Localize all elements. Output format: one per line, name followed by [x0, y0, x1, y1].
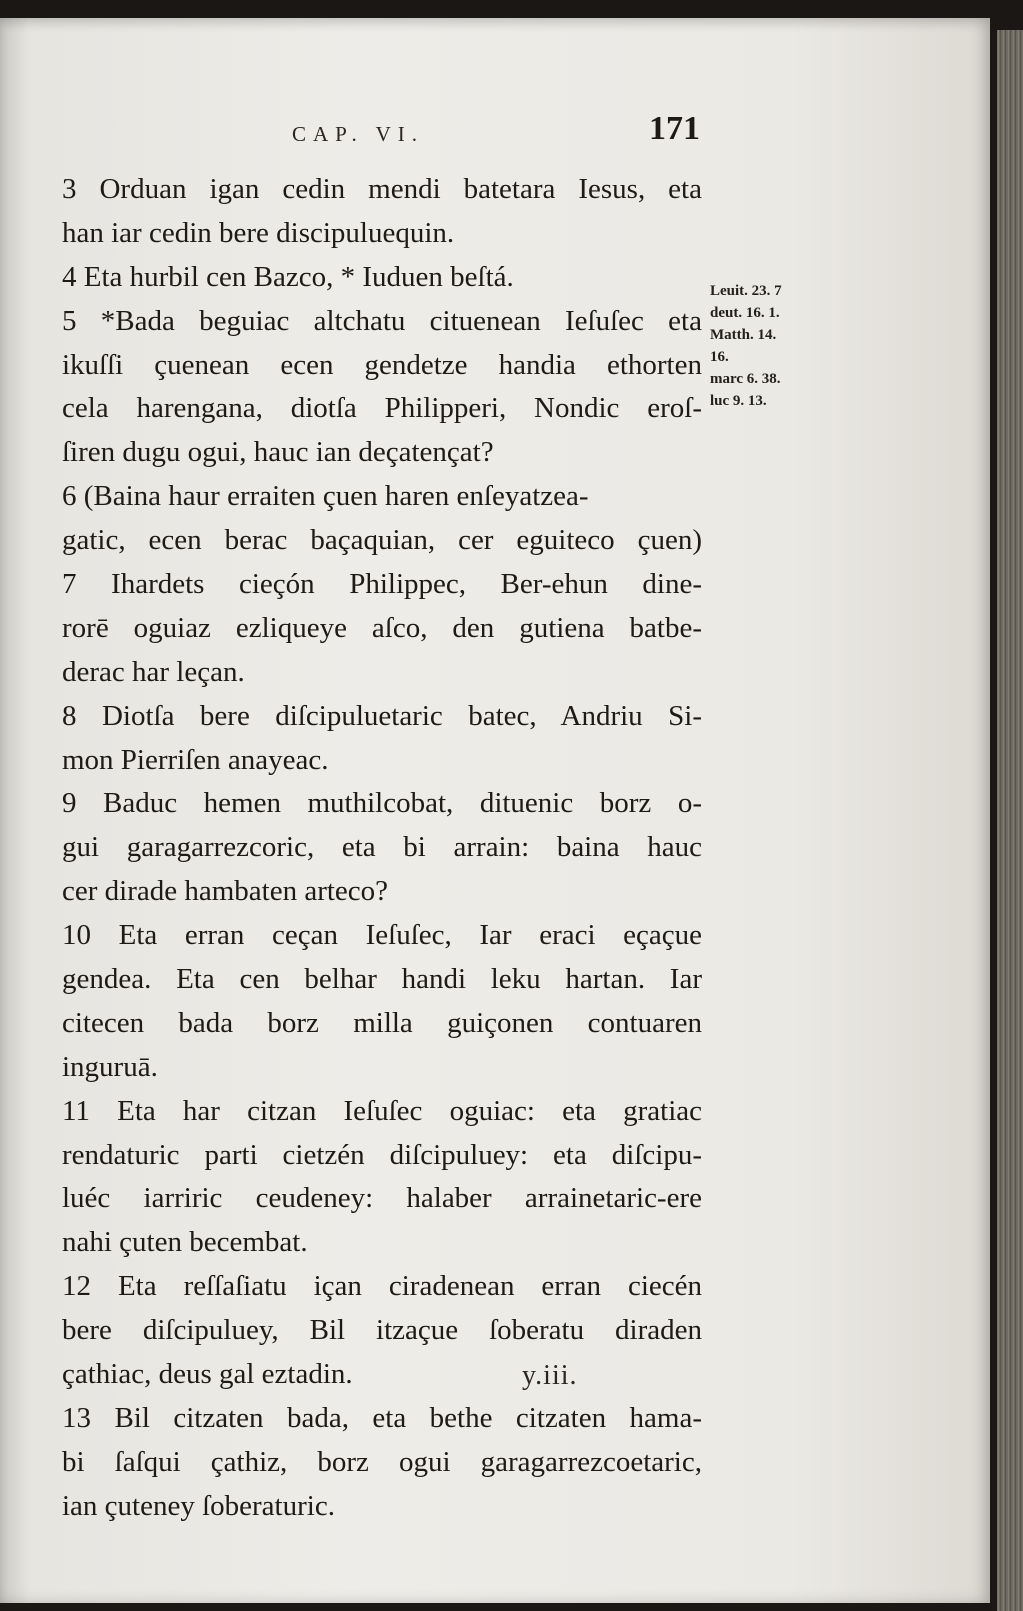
- text-line: çathiac, deus gal eztadin.: [62, 1358, 353, 1391]
- text-line: 6 (Baina haur erraiten çuen haren enſeyatzea-: [62, 480, 589, 513]
- margin-note: luc 9. 13.: [710, 393, 767, 409]
- margin-references: [710, 280, 840, 412]
- text-line: ian çuteney ſoberaturic.: [62, 1489, 335, 1522]
- text-line: nahi çuten becembat.: [62, 1226, 308, 1259]
- page-edges: [997, 30, 1023, 1611]
- margin-note: marc 6. 38.: [710, 371, 781, 387]
- margin-note: Matth. 14.: [710, 327, 777, 343]
- text-line: gatic, ecen berac baçaquian, cer eguiteco çuen): [62, 524, 702, 557]
- text-line: 9 Baduc hemen muthilcobat, dituenic borz o-: [62, 787, 702, 820]
- text-line: 7 Ihardets cieçón Philippec, Ber-ehun dine-: [62, 568, 702, 601]
- text-line: citecen bada borz milla guiçonen contuaren: [62, 1006, 702, 1039]
- page-number: 171: [649, 110, 700, 147]
- margin-note: deut. 16. 1.: [710, 305, 780, 321]
- running-head: CAP. VI.: [292, 122, 425, 146]
- text-line: inguruā.: [62, 1050, 158, 1083]
- text-line: han iar cedin bere discipuluequin.: [62, 216, 455, 249]
- text-line: bere diſcipuluey, Bil itzaçue ſoberatu diraden: [62, 1314, 702, 1347]
- text-line: bi ſaſqui çathiz, borz ogui garagarrezcoetaric,: [62, 1445, 702, 1478]
- margin-note: 16.: [710, 349, 729, 365]
- margin-note: Leuit. 23. 7: [710, 283, 782, 299]
- text-line: 10 Eta erran ceçan Ieſuſec, Iar eraci eçaçue: [62, 919, 702, 952]
- text-line: 11 Eta har citzan Ieſuſec oguiac: eta gratiac: [62, 1094, 702, 1127]
- gutter-shadow: [0, 18, 30, 1603]
- body-text: [62, 168, 702, 1529]
- text-line: derac har leçan.: [62, 655, 245, 688]
- text-line: luéc iarriric ceudeney: halaber arrainetaric-ere: [62, 1182, 702, 1215]
- text-line: gui garagarrezcoric, eta bi arrain: baina hauc: [62, 831, 702, 864]
- text-line: ikuſſi çuenean ecen gendetze handia ethorten: [62, 348, 702, 381]
- text-line: 8 Diotſa bere diſcipuluetaric batec, Andriu Si-: [62, 699, 702, 732]
- text-line: 5 *Bada beguiac altchatu cituenean Ieſuſec eta: [62, 304, 702, 337]
- text-line: cer dirade hambaten arteco?: [62, 875, 389, 908]
- text-line: 3 Orduan igan cedin mendi batetara Iesus, eta: [62, 173, 702, 205]
- page-header: [62, 108, 700, 158]
- text-line: 12 Eta reſſaſiatu içan ciradenean erran ciecén: [62, 1270, 702, 1303]
- text-line: 13 Bil citzaten bada, eta bethe citzaten hama-: [62, 1401, 702, 1434]
- text-line: mon Pierriſen anayeac.: [62, 743, 329, 776]
- text-line: rendaturic parti cietzén diſcipuluey: eta diſcipu-: [62, 1138, 702, 1171]
- text-line: rorē oguiaz ezliqueye aſco, den gutiena batbe-: [62, 611, 702, 644]
- text-line: 4 Eta hurbil cen Bazco, * Iuduen beſtá.: [62, 260, 514, 293]
- signature-mark: y.iii.: [522, 1360, 578, 1391]
- text-line: gendea. Eta cen belhar handi leku hartan. Iar: [62, 963, 702, 996]
- text-line: ſiren dugu ogui, hauc ian deçatençat?: [62, 436, 494, 469]
- text-line: cela harengana, diotſa Philipperi, Nondic eroſ-: [62, 392, 702, 425]
